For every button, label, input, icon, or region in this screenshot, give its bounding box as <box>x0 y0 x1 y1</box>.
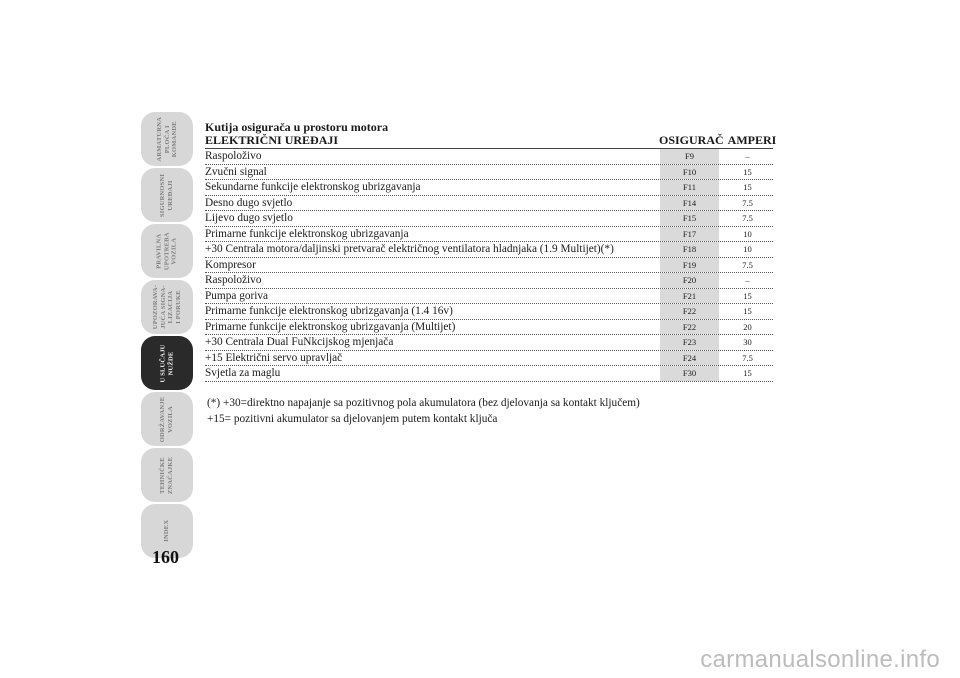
section-title: Kutija osigurača u prostoru motora <box>205 120 389 134</box>
table-row <box>205 304 773 320</box>
column-header-device: ELEKTRIČNI UREĐAJI <box>205 133 339 147</box>
amp-cell: 30 <box>743 337 752 347</box>
tab-label: UPOZORAVA- JUĆA SIGNA- LIZACIJA I PORUKE <box>151 284 182 330</box>
table-row <box>205 149 773 165</box>
amp-cell: – <box>745 275 750 285</box>
tab-label: ARMATURNA PLOČA I KOMANDE <box>155 116 178 162</box>
table-row <box>205 165 773 181</box>
fuse-cell: F19 <box>660 258 719 273</box>
amp-cell: 7.5 <box>742 213 753 223</box>
device-cell: Kompresor <box>205 258 256 271</box>
amp-cell: 15 <box>743 306 752 316</box>
table-row <box>205 180 773 196</box>
fuse-cell: F22 <box>660 320 719 335</box>
device-cell: Raspoloživo <box>205 274 262 286</box>
fuse-cell: F17 <box>660 227 719 242</box>
tab-upozoravajuca-signalizacija[interactable] <box>141 280 193 334</box>
fuse-cell: F10 <box>660 165 719 180</box>
fuse-cell: F24 <box>660 351 719 366</box>
footnote-plus15: +15= pozitivni akumulator sa djelovanjem putem kontakt ključa <box>207 413 498 425</box>
column-header-amperes: AMPERI <box>727 133 777 147</box>
amp-cell: 7.5 <box>742 259 753 270</box>
fuse-cell: F14 <box>660 196 719 211</box>
device-cell: +30 Centrala Dual FuNkcijskog mjenjača <box>205 336 394 348</box>
table-row <box>205 351 773 367</box>
fuse-cell: F22 <box>660 304 719 319</box>
device-cell: Primarne funkcije elektronskog ubrizgavanja (1.4 16v) <box>205 305 453 317</box>
table-row <box>205 211 773 227</box>
device-cell: Zvučni signal <box>205 165 267 178</box>
table-row <box>205 335 773 351</box>
amp-cell: 7.5 <box>742 197 753 208</box>
device-cell: +30 Centrala motora/daljinski pretvarač električnog ventilatora hladnjaka (1.9 Multijet)(*) <box>205 243 614 255</box>
tab-label: INDEX <box>163 520 171 542</box>
column-header-fuse: OSIGURAČ <box>659 133 724 147</box>
fuse-table-body <box>205 149 773 382</box>
table-row <box>205 289 773 305</box>
tab-label: ODRŽAVANJE VOZILA <box>159 396 174 442</box>
fuse-cell: F21 <box>660 289 719 304</box>
tab-label: U SLUČAJU NUŽDE <box>159 343 174 383</box>
amp-cell: 7.5 <box>742 352 753 363</box>
footnote-plus30: (*) +30=direktno napajanje sa pozitivnog pola akumulatora (bez djelovanja sa kontakt ključem) <box>207 397 640 409</box>
device-cell: Sekundarne funkcije elektronskog ubrizgavanja <box>205 181 421 193</box>
tab-u-slucaju-nuzde[interactable] <box>141 336 193 390</box>
tab-armaturna-ploca[interactable] <box>141 112 193 166</box>
table-row <box>205 258 773 274</box>
tab-tehnicke-znacajke[interactable] <box>141 448 193 502</box>
tab-pravilna-upotreba[interactable] <box>141 224 193 278</box>
tab-label: TEHNIČKE ZNAČAJKE <box>159 456 174 494</box>
table-row <box>205 366 773 382</box>
amp-cell: 15 <box>743 166 752 177</box>
table-row <box>205 227 773 243</box>
table-row <box>205 273 773 289</box>
table-row <box>205 242 773 258</box>
fuse-box-section <box>205 120 777 382</box>
device-cell: Lijevo dugo svjetlo <box>205 212 293 224</box>
amp-cell: 10 <box>743 228 752 239</box>
table-row <box>205 320 773 336</box>
fuse-cell: F30 <box>660 366 719 381</box>
device-cell: Desno dugo svjetlo <box>205 196 293 209</box>
amp-cell: 20 <box>743 321 752 332</box>
fuse-cell: F9 <box>660 149 719 164</box>
amp-cell: 15 <box>743 368 752 378</box>
fuse-cell: F11 <box>660 180 719 195</box>
device-cell: Primarne funkcije elektronskog ubrizgavanja <box>205 227 409 240</box>
amp-cell: 10 <box>743 244 752 254</box>
device-cell: +15 Električni servo upravljač <box>205 351 343 364</box>
device-cell: Primarne funkcije elektronskog ubrizgavanja (Multijet) <box>205 320 456 333</box>
amp-cell: – <box>745 151 750 161</box>
fuse-cell: F15 <box>660 211 719 226</box>
device-cell: Svjetla za maglu <box>205 367 281 379</box>
tab-odrzavanje-vozila[interactable] <box>141 392 193 446</box>
amp-cell: 15 <box>743 182 752 192</box>
fuse-cell: F20 <box>660 273 719 288</box>
tab-sigurnosni-uredaji[interactable] <box>141 168 193 222</box>
fuse-cell: F18 <box>660 242 719 257</box>
table-header <box>205 133 777 147</box>
table-row <box>205 196 773 212</box>
fuse-cell: F23 <box>660 335 719 350</box>
device-cell: Pumpa goriva <box>205 289 269 302</box>
device-cell: Raspoloživo <box>205 150 262 162</box>
page-number: 160 <box>152 547 179 567</box>
watermark-text: carmanualsonline.info <box>700 646 940 673</box>
footnotes <box>207 395 640 427</box>
tab-label: SIGURNOSNI UREĐAJI <box>159 173 174 217</box>
amp-cell: 15 <box>743 290 752 301</box>
tab-label: PRAVILNA UPOTREBA VOZILA <box>155 232 178 270</box>
